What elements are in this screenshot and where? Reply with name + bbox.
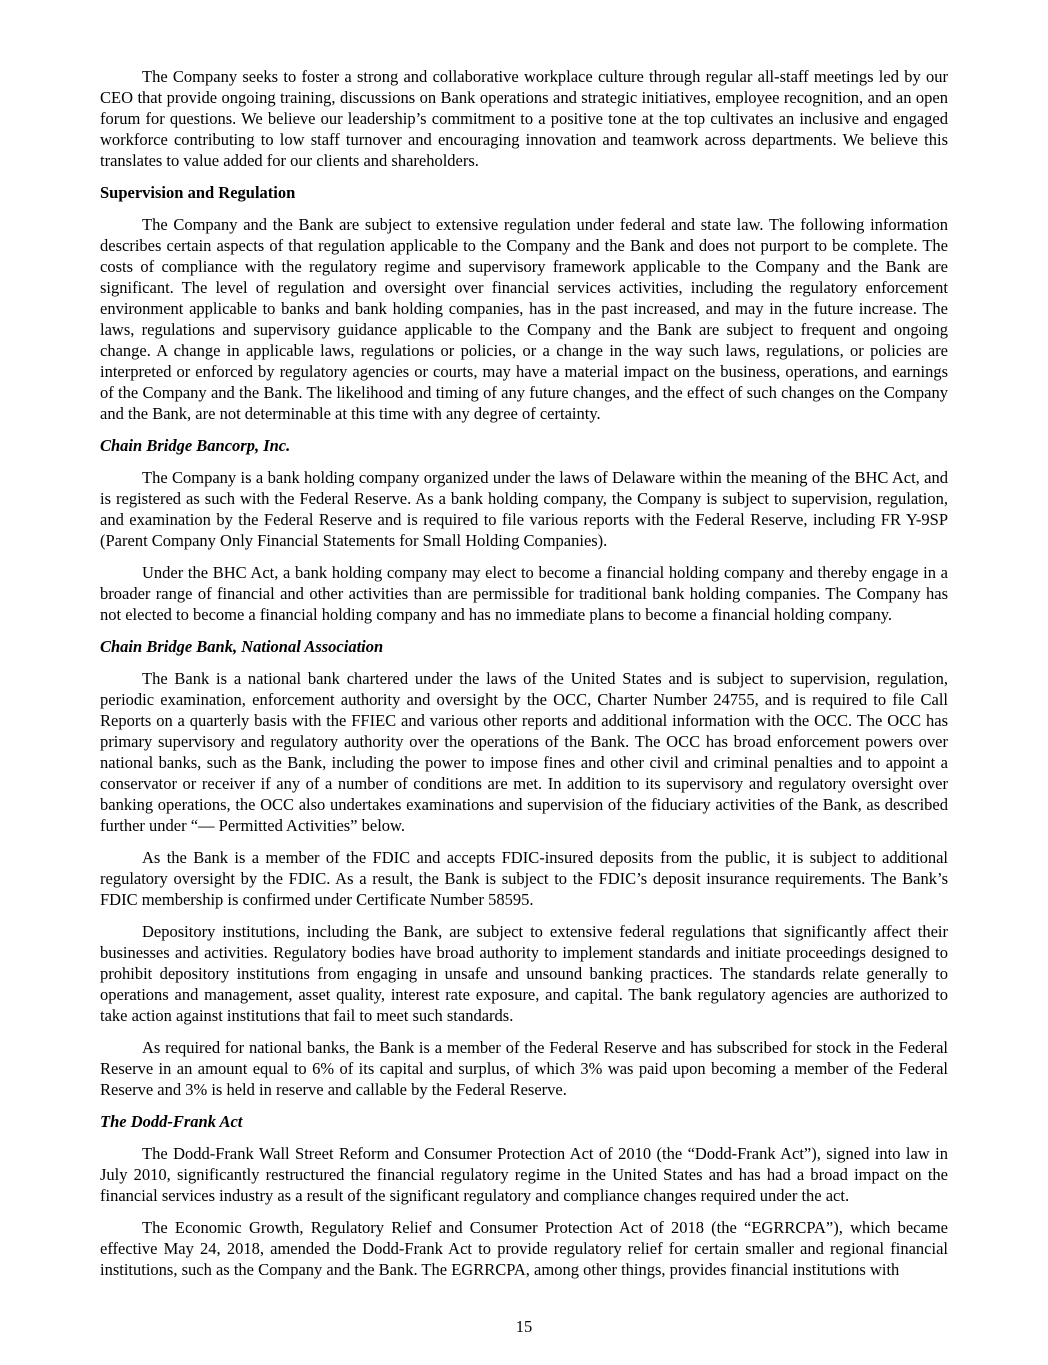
paragraph-national-bank-occ: The Bank is a national bank chartered under the laws of the United States and is subject to supervision, regulation, periodic examination, enforcement authority and oversight by the OCC, Charter Number 24755, and is required to file Call Reports on a quarterly basis with the FFIEC and various other reports and additional information with the OCC. The OCC has primary supervisory and regulatory authority over the operations of the Bank. The OCC has broad enforcement powers over national banks, such as the Bank, including the power to impose fines and other civil and criminal penalties and to appoint a conservator or receiver if any of a number of conditions are met. In addition to its supervisory and regulatory oversight over banking operations, the OCC also undertakes examinations and supervision of the fiduciary activities of the Bank, as described further under “— Permitted Activities” below. xyxy=(100,669,948,835)
paragraph-depository-institutions: Depository institutions, including the Bank, are subject to extensive federal regulations that significantly affect their businesses and activities. Regulatory bodies have broad authority to implement standards and initiate proceedings designed to prohibit depository institutions from engaging in unsafe and unsound banking practices. The standards relate generally to operations and management, asset quality, interest rate exposure, and capital. The bank regulatory agencies are authorized to take action against institutions that fail to meet such standards. xyxy=(100,922,948,1025)
paragraph-workplace-culture: The Company seeks to foster a strong and collaborative workplace culture through regular all-staff meetings led by our CEO that provide ongoing training, discussions on Bank operations and strategic initiatives, employee recognition, and an open forum for questions. We believe our leadership’s commitment to a positive tone at the top cultivates an inclusive and engaged workforce contributing to low staff turnover and encouraging innovation and teamwork across departments. We believe this translates to value added for our clients and shareholders. xyxy=(100,67,948,170)
heading-supervision-and-regulation: Supervision and Regulation xyxy=(100,183,296,202)
page-number: 15 xyxy=(515,1317,533,1336)
document-body xyxy=(100,66,948,1291)
heading-chain-bridge-bancorp: Chain Bridge Bancorp, Inc. xyxy=(100,436,291,455)
heading-chain-bridge-bank-national-association: Chain Bridge Bank, National Association xyxy=(100,637,384,656)
paragraph-federal-reserve-stock: As required for national banks, the Bank is a member of the Federal Reserve and has subscribed for stock in the Federal Reserve in an amount equal to 6% of its capital and surplus, of which 3% was paid upon becoming a member of the Federal Reserve and 3% is held in reserve and callable by the Federal Reserve. xyxy=(100,1038,948,1099)
paragraph-bhc-act-election: Under the BHC Act, a bank holding company may elect to become a financial holding company and thereby engage in a broader range of financial and other activities than are permissible for traditional bank holding companies. The Company has not elected to become a financial holding company and has no immediate plans to become a financial holding company. xyxy=(100,563,948,624)
paragraph-extensive-regulation: The Company and the Bank are subject to extensive regulation under federal and state law. The following information describes certain aspects of that regulation applicable to the Company and the Bank and does not purport to be complete. The costs of compliance with the regulatory regime and supervisory framework applicable to the Company and the Bank are significant. The level of regulation and oversight over financial services activities, including the regulatory enforcement environment applicable to banks and bank holding companies, has in the past increased, and may in the future increase. The laws, regulations and supervisory guidance applicable to the Company and the Bank are subject to frequent and ongoing change. A change in applicable laws, regulations or policies, or a change in the way such laws, regulations, or policies are interpreted or enforced by regulatory agencies or courts, may have a material impact on the business, operations, and earnings of the Company and the Bank. The likelihood and timing of any future changes, and the effect of such changes on the Company and the Bank, are not determinable at this time with any degree of certainty. xyxy=(100,215,948,423)
paragraph-dodd-frank-2010: The Dodd-Frank Wall Street Reform and Consumer Protection Act of 2010 (the “Dodd-Frank Act”), signed into law in July 2010, significantly restructured the financial regulatory regime in the United States and has had a broad impact on the financial services industry as a result of the significant regulatory and compliance changes required under the act. xyxy=(100,1144,948,1205)
heading-dodd-frank-act: The Dodd-Frank Act xyxy=(100,1112,243,1131)
paragraph-fdic-membership: As the Bank is a member of the FDIC and accepts FDIC-insured deposits from the public, it is subject to additional regulatory oversight by the FDIC. As a result, the Bank is subject to the FDIC’s deposit insurance requirements. The Bank’s FDIC membership is confirmed under Certificate Number 58595. xyxy=(100,848,948,909)
paragraph-bank-holding-company: The Company is a bank holding company organized under the laws of Delaware within the meaning of the BHC Act, and is registered as such with the Federal Reserve. As a bank holding company, the Company is subject to supervision, regulation, and examination by the Federal Reserve and is required to file various reports with the Federal Reserve, including FR Y-9SP (Parent Company Only Financial Statements for Small Holding Companies). xyxy=(100,468,948,550)
paragraph-egrrcpa-2018: The Economic Growth, Regulatory Relief and Consumer Protection Act of 2018 (the “EGRRCPA”), which became effective May 24, 2018, amended the Dodd-Frank Act to provide regulatory relief for certain smaller and regional financial institutions, such as the Company and the Bank. The EGRRCPA, among other things, provides financial institutions with xyxy=(100,1218,948,1279)
